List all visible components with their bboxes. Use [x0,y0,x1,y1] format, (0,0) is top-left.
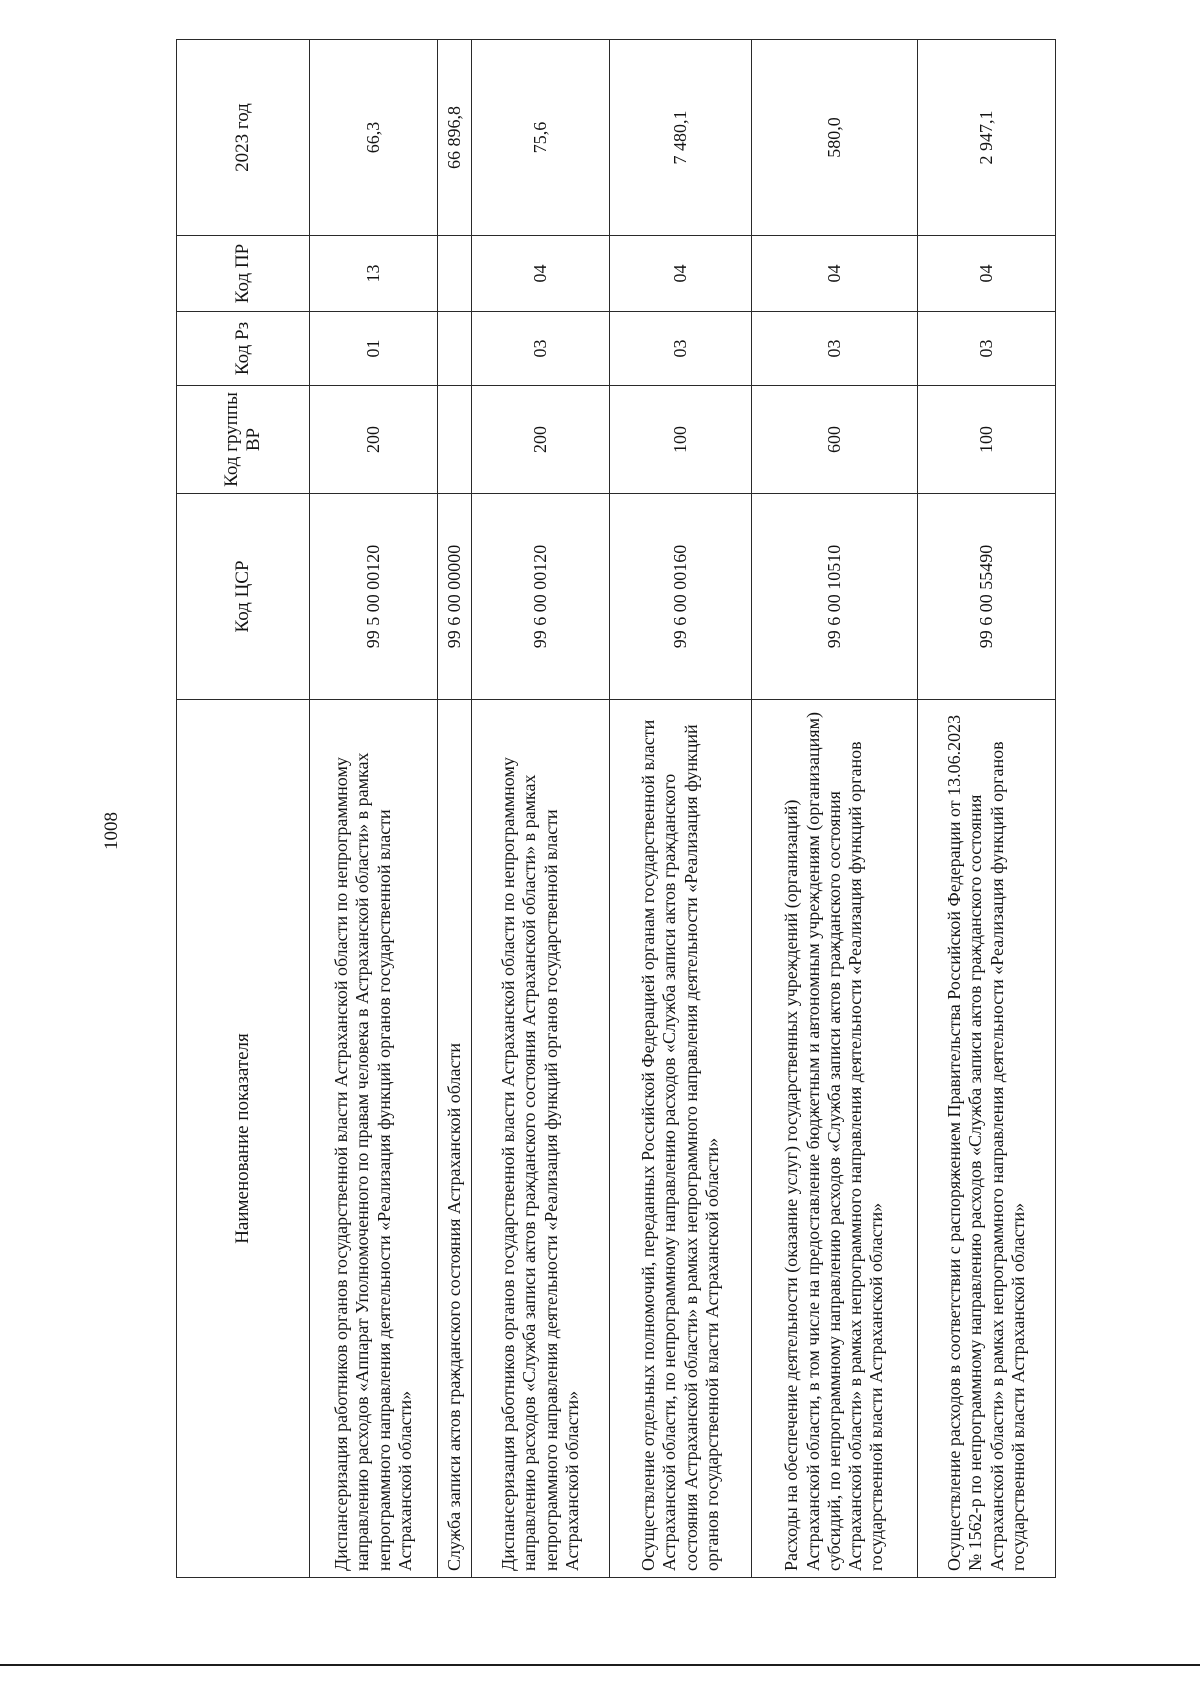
header-name: Наименование показателя [177,700,310,1578]
row-name: Диспансеризация работников органов государственной власти Астраханской области по непрограммному направлению расходов «Аппарат Уполномоченного по правам человека в Астраханской области» в рамках непрограммного направления деятельности «Реализация функций органов государственной власти Астраханской области» [310,700,438,1578]
scan-edge-line [0,1664,1200,1666]
header-row [177,40,310,1578]
row-vr [438,386,472,494]
table-row [310,40,438,1578]
header-csr: Код ЦСР [177,494,310,700]
table-body [310,40,1056,1578]
row-name: Служба записи актов гражданского состояния Астраханской области [438,700,472,1578]
row-pr: 04 [752,236,918,312]
row-year: 66,3 [310,40,438,236]
row-rz: 03 [752,312,918,386]
row-year: 7 480,1 [610,40,752,236]
row-rz: 03 [918,312,1056,386]
row-rz [438,312,472,386]
row-csr: 99 6 00 00000 [438,494,472,700]
row-vr: 100 [610,386,752,494]
row-name: Диспансеризация работников органов государственной власти Астраханской области по непрограммному направлению расходов «Служба записи актов гражданского состояния Астраханской области» в рамках непрограммного направления деятельности «Реализация функций органов государственной власти Астраханской области» [472,700,610,1578]
rotated-table-container [176,40,1046,1578]
row-csr: 99 6 00 10510 [752,494,918,700]
row-year: 75,6 [472,40,610,236]
row-vr: 200 [472,386,610,494]
row-year: 66 896,8 [438,40,472,236]
row-pr: 04 [918,236,1056,312]
row-year: 2 947,1 [918,40,1056,236]
row-pr: 04 [610,236,752,312]
table-row [918,40,1056,1578]
row-pr: 13 [310,236,438,312]
row-rz: 03 [472,312,610,386]
row-year: 580,0 [752,40,918,236]
row-csr: 99 6 00 55490 [918,494,1056,700]
header-vr: Код группы ВР [177,386,310,494]
budget-table [176,39,1056,1578]
row-name: Осуществление расходов в соответствии с распоряжением Правительства Российской Федерации от 13.06.2023 № 1562-р по непрограммному направлению расходов «Служба записи актов гражданского состояния Астраханской области» в рамках непрограммного направления деятельности «Реализация функций органов государственной власти Астраханской области» [918,700,1056,1578]
row-csr: 99 6 00 00160 [610,494,752,700]
page-number: 1008 [101,812,122,850]
table-row [472,40,610,1578]
row-rz: 03 [610,312,752,386]
row-vr: 200 [310,386,438,494]
header-rz: Код Рз [177,312,310,386]
row-csr: 99 6 00 00120 [472,494,610,700]
row-pr: 04 [472,236,610,312]
row-vr: 600 [752,386,918,494]
table-row [610,40,752,1578]
row-csr: 99 5 00 00120 [310,494,438,700]
table-row [752,40,918,1578]
row-pr [438,236,472,312]
header-year: 2023 год [177,40,310,236]
table-row [438,40,472,1578]
row-name: Расходы на обеспечение деятельности (оказание услуг) государственных учреждений (организаций) Астраханской области, в том числе на предоставление бюджетным и автономным учреждениям (организациям) субсидий, по непрограммному направлению расходов «Служба записи актов гражданского состояния Астраханской области» в рамках непрограммного направления деятельности «Реализация функций органов государственной власти Астраханской области» [752,700,918,1578]
row-rz: 01 [310,312,438,386]
table-header [177,40,310,1578]
row-name: Осуществление отдельных полномочий, переданных Российской Федерацией органам государственной власти Астраханской области, по непрограммному направлению расходов «Служба записи актов гражданского состояния Астраханской области» в рамках непрограммного направления деятельности «Реализация функций органов государственной власти Астраханской области» [610,700,752,1578]
row-vr: 100 [918,386,1056,494]
header-pr: Код ПР [177,236,310,312]
